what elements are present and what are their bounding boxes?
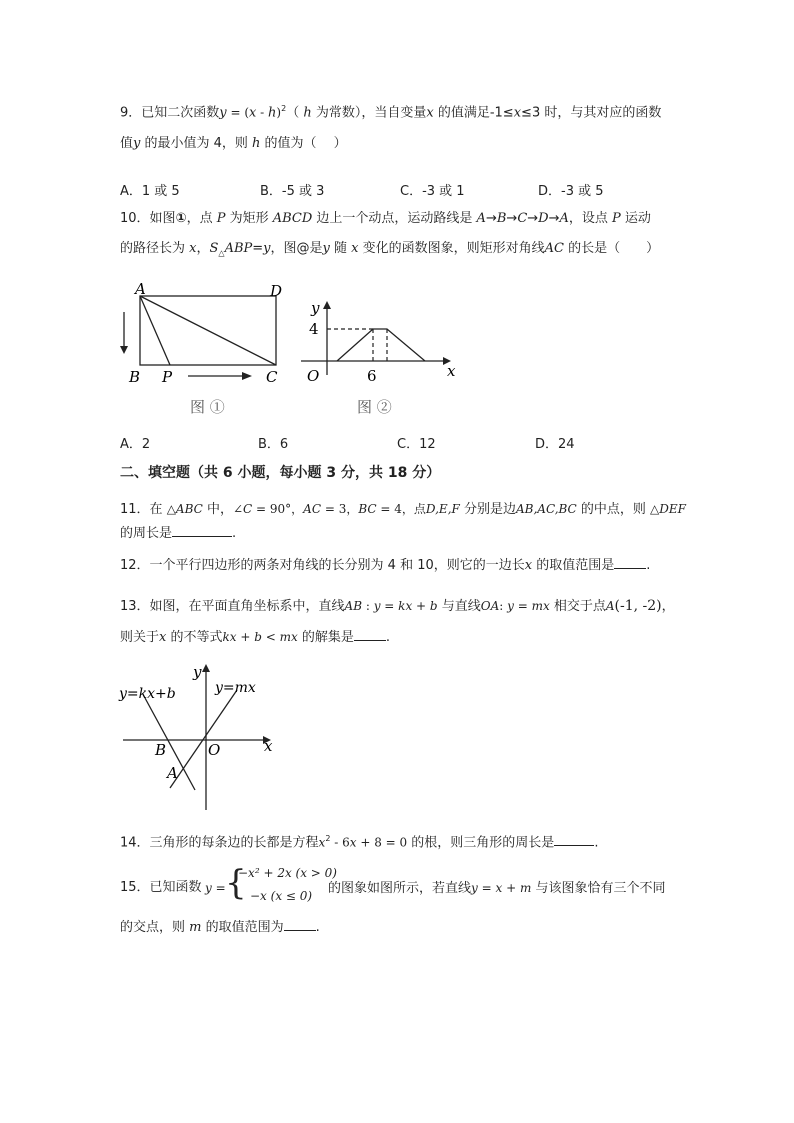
label-y: y (193, 663, 202, 681)
q13-answer-blank[interactable] (354, 628, 386, 641)
q15-case2: −x (x ≤ 0) (250, 889, 313, 903)
fig1-caption: 图 ① (190, 398, 225, 416)
q13-figure (115, 660, 285, 815)
label-b: B (155, 741, 167, 759)
label-o: O (208, 741, 221, 759)
q14-answer-blank[interactable] (554, 833, 594, 846)
q9-line2: 值y 的最小值为 4，则 h 的值为（ ） (120, 136, 347, 151)
q15-line2: 的交点，则 m 的取值范围为 . (120, 920, 320, 935)
q10-option-a: A．2 (120, 437, 151, 452)
q9-option-d: D．-3 或 5 (538, 184, 604, 199)
q14-line: 14．三角形的每条边的长都是方程$x^2 - 6x + 8 = 0$ 的根，则三角形的周长是 . (120, 834, 599, 851)
q12-line: 12．一个平行四边形的两条对角线的长分别为 4 和 10，则它的一边长x 的取值范围是 . (120, 558, 651, 573)
q10-option-c: C．12 (397, 437, 436, 452)
q15-line1a: 15．已知函数 (120, 880, 202, 895)
q13-line2: 则关于x 的不等式kx + b < mx 的解集是 . (120, 630, 391, 645)
label-a: A (135, 280, 146, 298)
q9-option-b: B．-5 或 3 (260, 184, 325, 199)
label-d: D (270, 282, 283, 300)
function-graph (337, 329, 425, 361)
q10-option-b: B．6 (258, 437, 289, 452)
q9-line1: 9．已知二次函数y = (x - h)$^2$（ h 为常数），当自变量x 的值满足-1≤x≤3 时，与其对应的函数 (120, 104, 662, 121)
q11-line2: 的周长是 . (120, 526, 237, 541)
down-arrow-head (120, 346, 128, 354)
q9-option-a: A．1 或 5 (120, 184, 180, 199)
q15-function-y: y = (205, 881, 226, 895)
segment-ap (140, 296, 170, 365)
q10-figure-2 (295, 295, 470, 420)
fig2-caption: 图 ② (357, 398, 392, 416)
label-c: C (266, 368, 278, 386)
section-2-heading: 二、填空题（共 6 小题，每小题 3 分，共 18 分） (120, 465, 441, 481)
label-a: A (167, 764, 178, 782)
q15-case1: −x² + 2x (x > 0) (238, 866, 337, 880)
y-axis-arrow (202, 664, 210, 672)
q9-option-c: C．-3 或 1 (400, 184, 465, 199)
label-x: x (264, 737, 273, 755)
q13-line1: 13．如图，在平面直角坐标系中，直线AB : y = kx + b 与直线OA: y = mx 相交于点A(-1, -2)， (120, 598, 675, 614)
q10-line2: 的路径长为 x，$S_\triangle ABP=y$，图@是y 随 x 变化的函数图象，则矩形对角线AC 的长是（ ） (120, 241, 660, 258)
q15-brace: { (225, 863, 247, 903)
line-oa (170, 690, 237, 788)
label-y: y (311, 299, 320, 317)
right-arrow-head (242, 372, 252, 380)
q15-answer-blank[interactable] (284, 918, 316, 931)
q10-line1: 10．如图①，点 P 为矩形 ABCD 边上一个动点，运动路线是 A→B→C→D→A，设点 P 运动 (120, 211, 651, 226)
label-o: O (307, 367, 320, 385)
label-kx-b: y=kx+b (119, 686, 176, 702)
q11-answer-blank[interactable] (172, 524, 232, 537)
diagonal-ac (140, 296, 276, 365)
label-b: B (129, 368, 141, 386)
label-6: 6 (367, 367, 377, 385)
q15-line1b: 的图象如图所示，若直线y = x + m 与该图象恰有三个不同 (328, 881, 666, 896)
label-mx: y=mx (215, 680, 256, 696)
y-axis-arrow (323, 301, 331, 309)
label-4: 4 (309, 320, 319, 338)
label-p: P (162, 368, 173, 386)
q11-line1: 11．在 △ABC 中，∠C = 90°，AC = 3，BC = 4，点D,E,F 分别是边AB,AC,BC 的中点，则 △DEF (120, 502, 686, 517)
q10-figure-1 (110, 278, 300, 418)
label-x: x (447, 362, 456, 380)
q10-option-d: D．24 (535, 437, 575, 452)
q12-answer-blank[interactable] (614, 556, 646, 569)
